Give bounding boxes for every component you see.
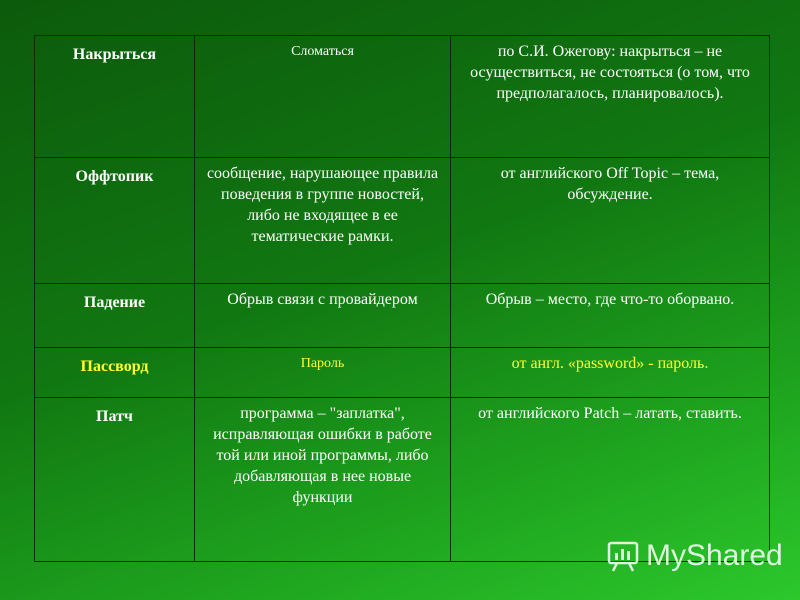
presentation-board-icon bbox=[606, 539, 640, 573]
table-row bbox=[35, 284, 770, 348]
origin-cell: от англ. «password» - пароль. bbox=[451, 348, 770, 398]
meaning-cell: программа – "заплатка", исправляющая ошибки в работе той или иной программы, либо добавляющая в нее новые функции bbox=[195, 398, 451, 562]
term-cell: Пассворд bbox=[35, 348, 195, 398]
origin-cell: от английского Off Topic – тема, обсуждение. bbox=[451, 158, 770, 284]
table-row bbox=[35, 36, 770, 158]
origin-cell: от английского Patch – латать, ставить. bbox=[451, 398, 770, 562]
meaning-cell: Сломаться bbox=[195, 36, 451, 158]
table-row bbox=[35, 158, 770, 284]
term-cell: Накрыться bbox=[35, 36, 195, 158]
term-cell: Патч bbox=[35, 398, 195, 562]
origin-cell: Обрыв – место, где что-то оборвано. bbox=[451, 284, 770, 348]
meaning-cell: сообщение, нарушающее правила поведения в группе новостей, либо не входящее в ее тематические рамки. bbox=[195, 158, 451, 284]
watermark-text: MyShared bbox=[646, 539, 783, 572]
origin-cell: по С.И. Ожегову: накрыться – не осуществиться, не состояться (о том, что предполагалось, планировалось). bbox=[451, 36, 770, 158]
meaning-cell: Обрыв связи с провайдером bbox=[195, 284, 451, 348]
table-row-highlighted bbox=[35, 348, 770, 398]
slang-terms-table bbox=[34, 35, 770, 562]
term-cell: Оффтопик bbox=[35, 158, 195, 284]
myshared-watermark bbox=[606, 536, 783, 576]
meaning-cell: Пароль bbox=[195, 348, 451, 398]
term-cell: Падение bbox=[35, 284, 195, 348]
